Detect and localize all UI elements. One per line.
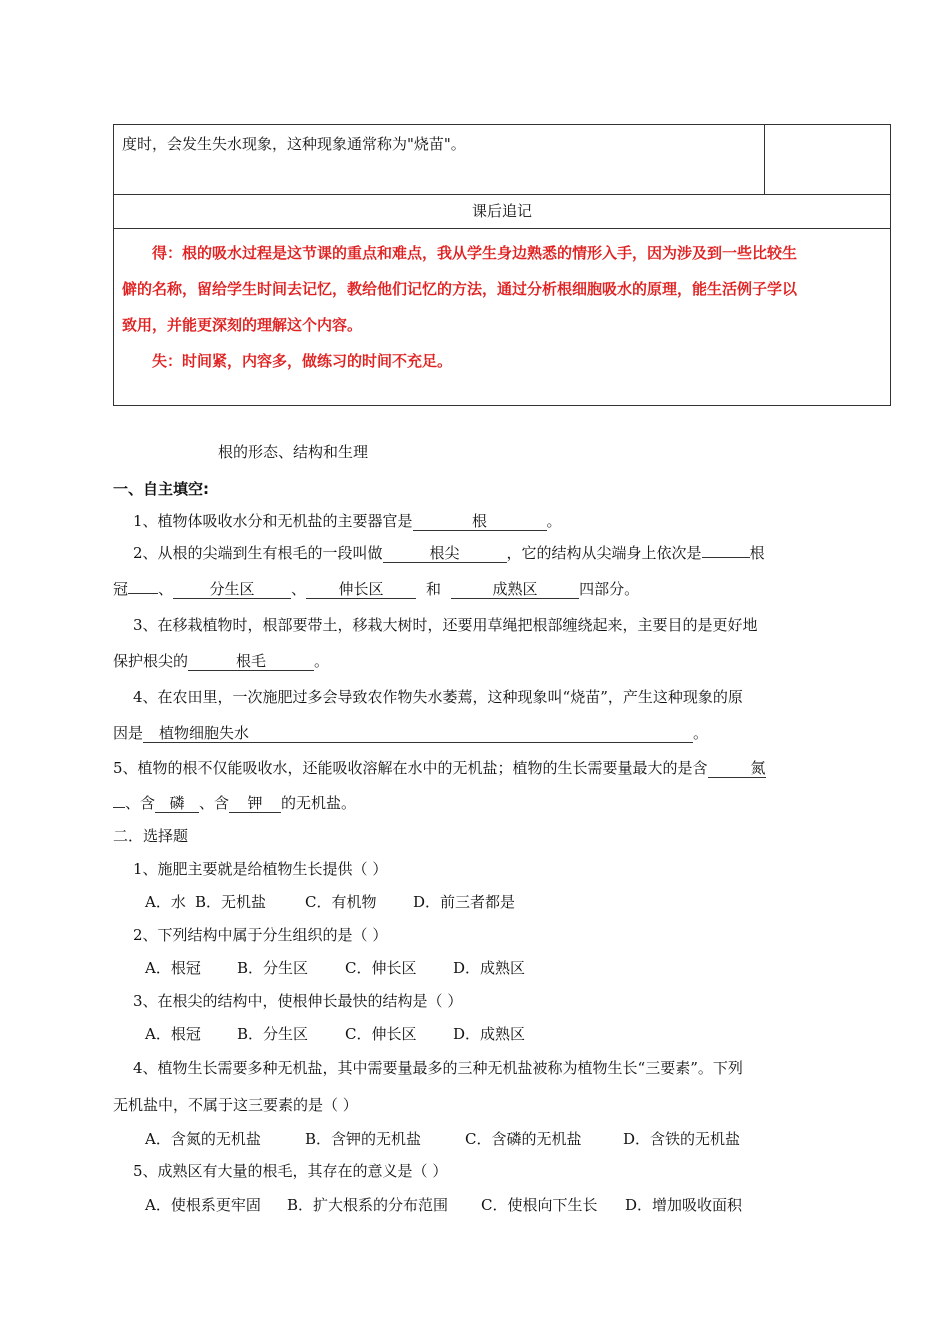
question-2-line-2: 冠 、 分生区 、 伸长区 和 成熟区 四部分。 <box>113 580 640 598</box>
question-5-line-1: 5、植物的根不仅能吸收水，还能吸收溶解在水中的无机盐；植物的生长需要量最大的是含 氮 <box>113 759 766 777</box>
table-header: 课后追记 <box>114 195 890 229</box>
gain-line-1: 得：根的吸水过程是这节课的重点和难点，我从学生身边熟悉的情形入手，因为涉及到一些比较生 <box>152 244 798 262</box>
choice-options-3: A．根冠 B．分生区 C．伸长区 D．成熟区 <box>145 1025 526 1043</box>
reflection-table <box>113 124 891 406</box>
choice-question-2: 2、下列结构中属于分生组织的是（ ） <box>133 926 388 944</box>
question-5-line-2: 、含 磷 、含 钾 的无机盐。 <box>113 792 356 813</box>
question-2-line-1: 2、从根的尖端到生有根毛的一段叫做 根尖 ，它的结构从尖端身上依次是 根 <box>133 544 765 562</box>
gain-line-2: 僻的名称，留给学生时间去记忆，教给他们记忆的方法，通过分析根细胞吸水的原理，能生活例子学以 <box>122 280 798 298</box>
answer-2e: 成熟区 <box>451 580 579 599</box>
section1-heading: 一、自主填空: <box>113 480 209 498</box>
page-title: 根的形态、结构和生理 <box>218 443 369 461</box>
table-top-cell <box>114 125 765 195</box>
table-notes <box>114 229 890 385</box>
question-4-line-1: 4、在农田里，一次施肥过多会导致农作物失水萎蔫，这种现象叫“烧苗”，产生这种现象的原 <box>133 688 743 706</box>
question-3-line-1: 3、在移栽植物时，根部要带土，移栽大树时，还要用草绳把根部缠绕起来，主要目的是更好地 <box>133 616 758 634</box>
answer-5b: 磷 <box>155 794 199 813</box>
choice-question-3: 3、在根尖的结构中，使根伸长最快的结构是（ ） <box>133 992 463 1010</box>
question-1: 1、植物体吸收水分和无机盐的主要器官是 根 。 <box>133 512 562 530</box>
choice-question-4-line-1: 4、植物生长需要多种无机盐，其中需要量最多的三种无机盐被称为植物生长“三要素”。下列 <box>133 1059 743 1077</box>
gain-line-3: 致用，并能更深刻的理解这个内容。 <box>122 316 363 334</box>
choice-question-4-line-2: 无机盐中，不属于这三要素的是（ ） <box>113 1096 358 1114</box>
choice-question-5: 5、成熟区有大量的根毛，其存在的意义是（ ） <box>133 1162 448 1180</box>
choice-options-2: A．根冠 B．分生区 C．伸长区 D．成熟区 <box>145 959 526 977</box>
table-side-cell <box>765 125 890 195</box>
answer-3: 根毛 <box>188 652 314 671</box>
answer-2a: 根尖 <box>383 544 507 563</box>
loss-line: 失：时间紧，内容多，做练习的时间不充足。 <box>152 352 453 370</box>
question-3-line-2: 保护根尖的 根毛 。 <box>113 652 330 670</box>
answer-4: 植物细胞失水 <box>143 724 693 743</box>
answer-5c: 钾 <box>229 794 281 813</box>
top-cell-text: 度时，会发生失水现象，这种现象通常称为"烧苗"。 <box>122 135 466 153</box>
choice-question-1: 1、施肥主要就是给植物生长提供（ ） <box>133 860 388 878</box>
choice-options-1: A．水 B．无机盐 C．有机物 D．前三者都是 <box>145 893 516 911</box>
answer-2d: 伸长区 <box>306 580 416 599</box>
choice-options-5: A．使根系更牢固 B．扩大根系的分布范围 C．使根向下生长 D．增加吸收面积 <box>145 1196 743 1214</box>
answer-2b: 根 <box>749 544 765 562</box>
question-4-line-2: 因是 植物细胞失水 。 <box>113 724 709 742</box>
answer-2c: 分生区 <box>173 580 291 599</box>
answer-1: 根 <box>413 512 547 531</box>
answer-5a: 氮 <box>708 759 766 778</box>
section2-heading: 二．选择题 <box>113 827 189 845</box>
choice-options-4: A．含氮的无机盐 B．含钾的无机盐 C．含磷的无机盐 D．含铁的无机盐 <box>145 1130 741 1148</box>
